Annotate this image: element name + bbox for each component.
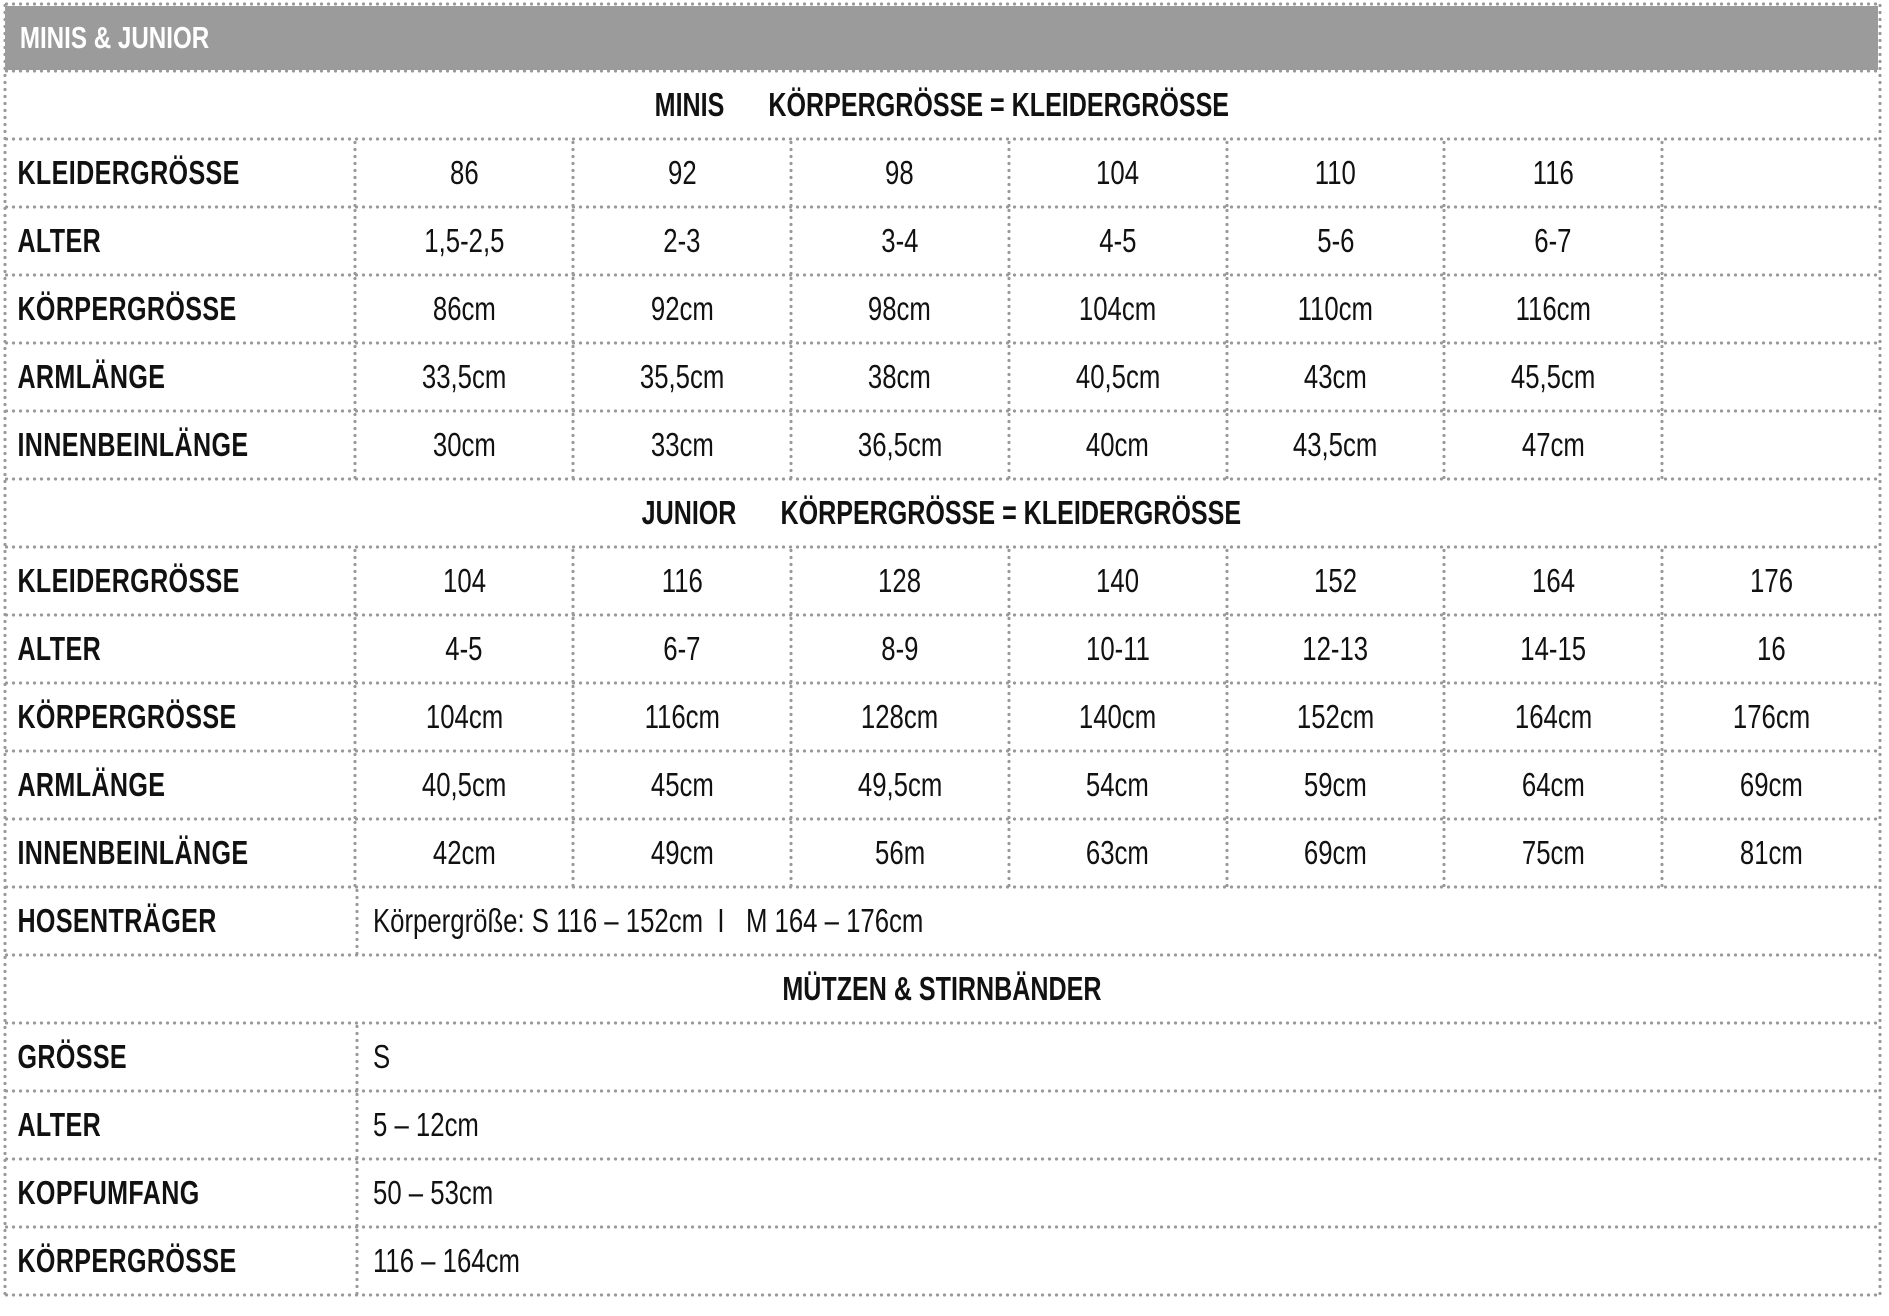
table-cell [1227,343,1445,411]
row-label: ALTER [17,1106,102,1143]
cell-value: 164cm [1514,698,1592,735]
cell-value: 104cm [1078,290,1157,327]
table-cell [355,819,573,887]
cell-value: 33cm [650,426,714,463]
table-row [3,819,1880,887]
table-cell [1009,819,1227,887]
table-cell [1662,615,1880,683]
table-cell [1444,819,1662,887]
table-row [3,343,1880,411]
cell-value: 116 [661,562,703,599]
table-cell [573,683,791,751]
section-name: MINIS [654,86,724,123]
cell-value: 12-13 [1302,630,1369,667]
table-cell [1009,139,1227,207]
table-cell [355,751,573,819]
row-label: KÖRPERGRÖSSE [17,698,237,735]
cell-value: 116 [1532,154,1574,191]
cell-value: 10-11 [1085,630,1150,667]
table-cell [1444,343,1662,411]
table-cell [791,751,1009,819]
row-label: GRÖSSE [17,1038,128,1075]
cell-value: 38cm [868,358,932,395]
cell-value: 36,5cm [857,426,943,463]
section-name: JUNIOR [641,494,737,531]
cell-value: 40cm [1086,426,1150,463]
table-cell [355,615,573,683]
cell-value: 104 [442,562,486,599]
cell-value: 6-7 [663,630,701,667]
table-cell [1227,547,1445,615]
table-cell [1227,683,1445,751]
table-cell [1227,751,1445,819]
table-cell [1444,683,1662,751]
cell-value: 92 [667,154,697,191]
row-label: KOPFUMFANG [17,1174,200,1211]
cell-value: 43,5cm [1293,426,1378,463]
table-cell [355,207,573,275]
cell-value: 4-5 [445,630,483,667]
section-heading-junior [3,479,1880,547]
table-cell [1009,411,1227,479]
row-value: S [373,1038,391,1075]
cell-value: 140 [1096,562,1140,599]
minis-rows [3,139,1880,479]
cell-value: 30cm [432,426,496,463]
table-cell [1009,547,1227,615]
row-label: HOSENTRÄGER [17,902,217,939]
table-cell [573,615,791,683]
cell-value: 49cm [650,834,714,871]
table-cell [1009,615,1227,683]
table-cell [1662,207,1880,275]
cell-value: 98 [885,154,915,191]
cell-value: 2-3 [663,222,701,259]
table-cell [1227,207,1445,275]
cell-value: 104cm [425,698,503,735]
table-cell [355,139,573,207]
table-cell [1227,139,1445,207]
cell-value: 86cm [432,290,496,327]
table-cell [791,819,1009,887]
row-label: KÖRPERGRÖSSE [17,1242,237,1279]
table-cell [1444,275,1662,343]
row-label: INNENBEINLÄNGE [17,426,249,463]
cell-value: 40,5cm [421,766,507,803]
table-cell [1009,751,1227,819]
cell-value: 176 [1749,562,1793,599]
junior-rows [3,547,1880,887]
cell-value: 1,5-2,5 [424,222,505,259]
row-label: KLEIDERGRÖSSE [17,562,240,599]
table-cell [791,683,1009,751]
table-cell [1662,547,1880,615]
table-cell [1444,547,1662,615]
section-heading-hats [3,955,1880,1023]
row-label: ARMLÄNGE [17,766,166,803]
table-cell [1009,275,1227,343]
row-label: ALTER [17,630,102,667]
table-cell [791,275,1009,343]
cell-value: 40,5cm [1075,358,1160,395]
cell-value: 164 [1531,562,1575,599]
cell-value: 152cm [1296,698,1375,735]
cell-value: 69cm [1303,834,1367,871]
size-chart-table [3,2,1880,1295]
cell-value: 4-5 [1098,222,1137,259]
cell-value: 110 [1314,154,1356,191]
table-cell [355,683,573,751]
table-cell [1009,343,1227,411]
cell-value: 56m [874,834,925,871]
cell-value: 86 [449,154,479,191]
cell-value: 43cm [1303,358,1367,395]
cell-value: 69cm [1739,766,1803,803]
table-cell [791,411,1009,479]
table-cell [355,411,573,479]
cell-value: 33,5cm [421,358,507,395]
cell-value: 116cm [1515,290,1591,327]
table-cell [573,751,791,819]
row-value: 116 – 164cm [373,1242,520,1279]
table-cell [355,547,573,615]
hats-rows [3,1023,1880,1295]
cell-value: 81cm [1739,834,1803,871]
cell-value: 75cm [1521,834,1585,871]
cell-value: 128 [878,562,922,599]
cell-value: 176cm [1732,698,1810,735]
table-row [3,547,1880,615]
table-row-suspenders [3,887,1880,955]
cell-value: 128cm [861,698,939,735]
table-cell [355,343,573,411]
table-cell [573,547,791,615]
table-cell [1662,139,1880,207]
section-name: MÜTZEN & STIRNBÄNDER [781,970,1102,1007]
cell-value: 45,5cm [1511,358,1596,395]
cell-value: 64cm [1521,766,1585,803]
table-cell [355,275,573,343]
table-row [3,1159,1880,1227]
table-cell [573,139,791,207]
table-cell [791,615,1009,683]
table-cell [573,411,791,479]
cell-value: 3-4 [881,222,919,259]
table-cell [1662,819,1880,887]
row-label: INNENBEINLÄNGE [17,834,249,871]
table-cell [1444,615,1662,683]
table-row [3,751,1880,819]
table-cell [573,819,791,887]
table-cell [791,207,1009,275]
cell-value: 5-6 [1316,222,1355,259]
table-cell [791,547,1009,615]
table-row [3,615,1880,683]
row-label: KÖRPERGRÖSSE [17,290,237,327]
cell-value: 6-7 [1534,222,1572,259]
table-row [3,275,1880,343]
table-cell [1444,139,1662,207]
table-cell [573,275,791,343]
cell-value: 14-15 [1520,630,1587,667]
table-row [3,683,1880,751]
cell-value: 49,5cm [857,766,943,803]
table-cell [1444,751,1662,819]
row-label: ALTER [17,222,102,259]
table-cell [1009,683,1227,751]
cell-value: 92cm [650,290,714,327]
cell-value: 45cm [650,766,714,803]
table-cell [1662,275,1880,343]
table-cell [1662,751,1880,819]
table-title: MINIS & JUNIOR [19,20,210,55]
row-label: ARMLÄNGE [17,358,166,395]
cell-value: 16 [1756,630,1786,667]
cell-value: 42cm [432,834,496,871]
table-row [3,411,1880,479]
table-cell [1662,343,1880,411]
table-row [3,139,1880,207]
table-cell [1227,615,1445,683]
section-rule: KÖRPERGRÖSSE = KLEIDERGRÖSSE [780,494,1242,531]
cell-value: 152 [1313,562,1357,599]
cell-value: 8-9 [881,630,919,667]
row-value: 50 – 53cm [373,1174,494,1211]
table-cell [1444,411,1662,479]
table-cell [1227,411,1445,479]
section-rule: KÖRPERGRÖSSE = KLEIDERGRÖSSE [768,86,1229,123]
cell-value: 59cm [1303,766,1367,803]
cell-value: 98cm [868,290,932,327]
table-row [3,1023,1880,1091]
row-label: KLEIDERGRÖSSE [17,154,240,191]
cell-value: 140cm [1078,698,1157,735]
table-row [3,1091,1880,1159]
table-cell [573,343,791,411]
cell-value: 47cm [1521,426,1585,463]
table-cell [573,207,791,275]
table-cell [1227,275,1445,343]
cell-value: 104 [1096,154,1140,191]
cell-value: 54cm [1086,766,1150,803]
section-heading-minis [3,71,1880,139]
row-value: Körpergröße: S 116 – 152cm I M 164 – 176cm [373,902,924,939]
table-cell [1662,411,1880,479]
table-title-bar [5,6,1878,70]
table-cell [1444,207,1662,275]
table-row [3,1227,1880,1295]
table-cell [1227,819,1445,887]
row-value: 5 – 12cm [373,1106,479,1143]
table-cell [1009,207,1227,275]
table-cell [791,139,1009,207]
table-row [3,207,1880,275]
cell-value: 110cm [1297,290,1374,327]
cell-value: 116cm [644,698,720,735]
cell-value: 63cm [1086,834,1150,871]
table-cell [791,343,1009,411]
table-cell [1662,683,1880,751]
cell-value: 35,5cm [639,358,725,395]
